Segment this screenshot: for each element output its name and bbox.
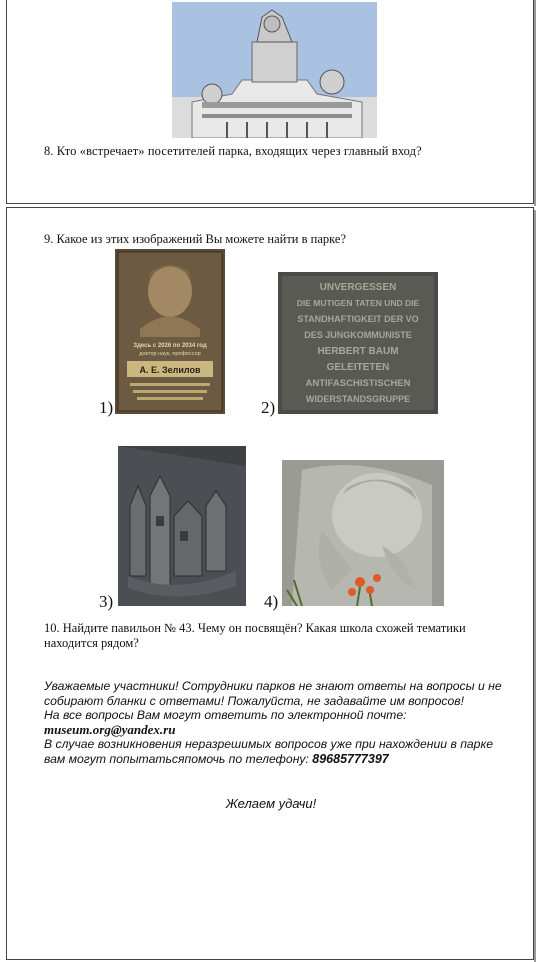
relief-portrait-illustration — [282, 460, 444, 606]
question-10: 10. Найдите павильон № 43. Чему он посвящён? Какая школа схожей тематики находится рядом? — [44, 621, 466, 650]
plaque-portrait-illustration — [115, 249, 225, 414]
option-number-1: 1) — [99, 398, 114, 417]
option-number-2: 2) — [261, 398, 276, 417]
plaque1-name: А. Е. Зелилов — [139, 365, 201, 375]
plaque2-line: DES JUNGKOMMUNISTE — [304, 330, 412, 340]
document-page-2 — [6, 207, 534, 960]
plaque2-line: DIE MUTIGEN TATEN UND DIE — [296, 298, 420, 308]
page-shadow — [534, 0, 536, 206]
plaque2-line: UNVERGESSEN — [319, 282, 397, 293]
pavilion-illustration — [172, 2, 377, 138]
page-shadow — [534, 210, 536, 962]
relief-buildings-image — [118, 446, 246, 606]
plaque2-line: HERBERT BAUM — [317, 346, 399, 357]
question-9: 9. Какое из этих изображений Вы можете найти в парке? — [44, 232, 346, 246]
notice-email-intro: На все вопросы Вам могут ответить по электронной почте: — [44, 708, 407, 723]
document-page-1 — [6, 0, 534, 204]
option-number-3: 3) — [99, 592, 114, 611]
relief-portrait-image — [282, 460, 444, 606]
question-8: 8. Кто «встречает» посетителей парка, входящих через главный вход? — [44, 144, 422, 158]
notice-block — [44, 679, 504, 767]
plaque2-line: GELEITETEN — [326, 362, 390, 373]
german-plaque-illustration — [278, 272, 438, 414]
option-number-4: 4) — [264, 592, 279, 611]
pavilion-photo — [172, 2, 377, 138]
contact-phone[interactable]: 89685777397 — [312, 751, 389, 766]
relief-buildings-illustration — [118, 446, 246, 606]
notice-phone-intro: В случае возникновения неразрешимых вопросов уже при нахождении в парке вам могут попытатьсяпомочь по телефону: — [44, 737, 493, 766]
plaque1-text-line: доктор наук, профессор — [139, 351, 201, 357]
german-plaque-image — [278, 272, 438, 414]
plaque1-text-line: Здесь с 2026 по 2034 год — [133, 343, 207, 349]
notice-phone-block — [44, 737, 504, 766]
plaque2-line: ANTIFASCHISTISCHEN — [305, 378, 411, 389]
plaque2-line: STANDHAFTIGKEIT DER VO — [297, 314, 419, 324]
plaque2-line: WIDERSTANDSGRUPPE — [305, 394, 411, 404]
contact-email-link[interactable]: museum.org@yandex.ru — [44, 721, 176, 737]
notice-warning: Уважаемые участники! Сотрудники парков не знают ответы на вопросы и не собирают бланки с ответами! Пожалуйста, не задавайте им вопросов! — [44, 679, 502, 708]
plaque-portrait-image — [115, 249, 225, 414]
good-luck-message: Желаем удачи! — [225, 796, 317, 811]
